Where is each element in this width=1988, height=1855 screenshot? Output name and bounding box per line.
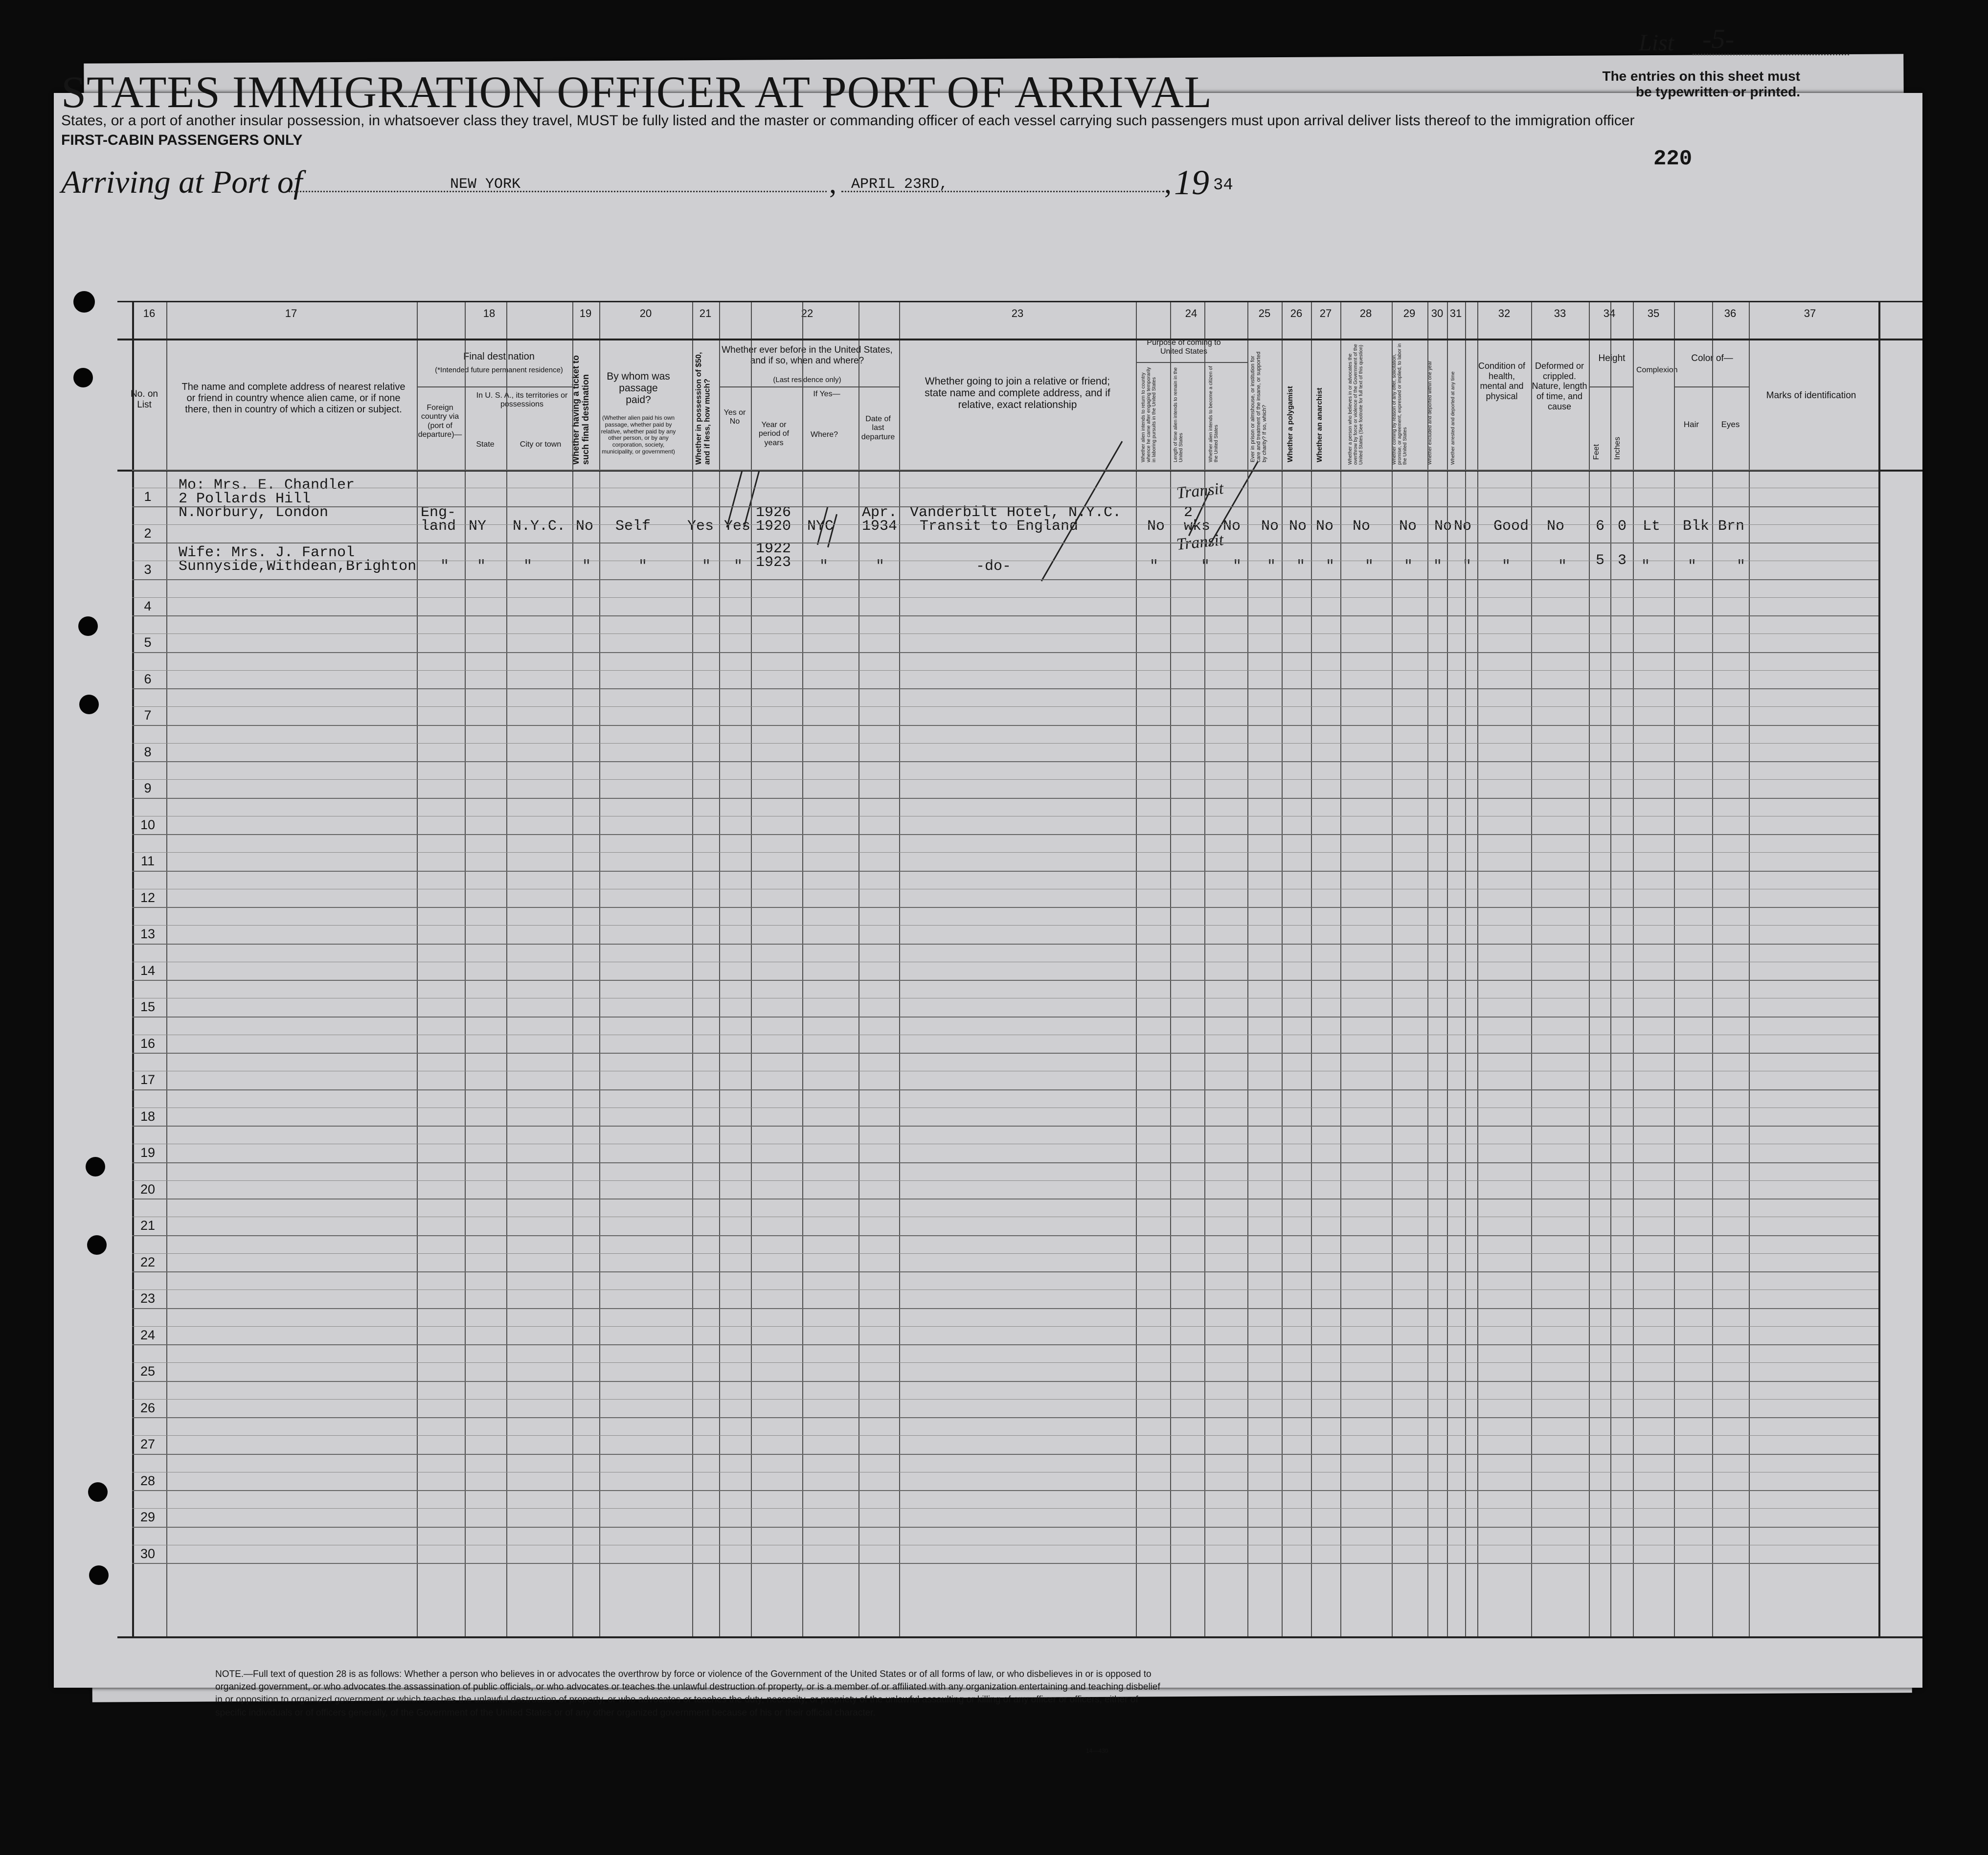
row-line — [132, 615, 1878, 616]
row-number: 14 — [140, 963, 156, 978]
row-line — [132, 1490, 1878, 1491]
list-number: -5- — [1702, 24, 1735, 54]
row-line — [132, 1180, 1878, 1181]
comma: , — [829, 167, 836, 199]
column-divider — [1674, 301, 1675, 1636]
year-suffix: 34 — [1213, 176, 1233, 195]
row-line — [132, 907, 1878, 908]
row1-citizen: No — [1223, 518, 1241, 535]
column-divider — [1392, 301, 1393, 1636]
row-line — [132, 852, 1878, 853]
column-divider — [1477, 301, 1478, 1636]
row-line — [132, 1454, 1878, 1455]
column-divider — [1531, 301, 1532, 1636]
row-line — [132, 779, 1878, 780]
page-title: STATES IMMIGRATION OFFICER AT PORT OF ARRIVAL — [61, 67, 1212, 117]
row1-paid-by: Self — [615, 518, 651, 535]
col36-eyes-header: Eyes — [1721, 420, 1740, 429]
row-line — [132, 1381, 1878, 1382]
punch-hole — [79, 695, 99, 714]
row1-years-line2: 1920 — [756, 518, 791, 535]
row-line — [132, 652, 1878, 653]
row1-joining-line1: Vanderbilt Hotel, N.Y.C. — [910, 504, 1122, 521]
column-divider — [1340, 301, 1341, 1636]
row-line — [132, 1399, 1878, 1400]
col22-ifyes: If Yes— — [813, 390, 840, 398]
row-number: 25 — [140, 1364, 156, 1379]
punch-hole — [78, 616, 98, 636]
row-number: 20 — [140, 1181, 156, 1197]
row-number: 24 — [140, 1327, 156, 1342]
row2-inches: 3 — [1618, 552, 1627, 569]
column-number: 25 — [1258, 307, 1271, 319]
row-line — [132, 1563, 1878, 1564]
col37-header: Marks of identification — [1766, 390, 1856, 401]
row-line — [132, 1289, 1878, 1290]
row-line — [132, 1527, 1878, 1528]
row-line — [132, 506, 1878, 507]
row-number: 10 — [140, 817, 156, 832]
row2-years-line1: 1922 — [756, 541, 791, 557]
row-line — [132, 871, 1878, 872]
row-line — [132, 1235, 1878, 1236]
row-number: 11 — [140, 854, 155, 868]
row1-transit-handwriting: Transit — [1175, 479, 1225, 502]
ditto-mark: " — [1201, 558, 1210, 575]
col18-header: Final destination — [463, 351, 535, 362]
col22-yesno-header: Yes or No — [723, 408, 746, 426]
column-number: 36 — [1724, 307, 1737, 319]
ditto-mark: " — [1558, 558, 1567, 575]
column-number: 37 — [1804, 307, 1816, 319]
port-underline — [289, 191, 827, 192]
column-divider — [802, 301, 803, 1636]
column-divider — [1311, 301, 1312, 1636]
row1-q31: No — [1454, 518, 1472, 535]
col26-header: Whether a polygamist — [1286, 386, 1294, 462]
col20-header: By whom was passage paid? — [607, 371, 670, 406]
col22-period-header: Year or period of years — [758, 421, 790, 447]
row-line — [132, 980, 1878, 981]
row-number: 30 — [140, 1546, 156, 1561]
column-divider — [1136, 301, 1137, 1636]
column-divider — [1878, 301, 1880, 1636]
row-line — [132, 688, 1878, 689]
ditto-mark: " — [1326, 558, 1335, 575]
row-line — [132, 743, 1878, 744]
year-prefix: 19 — [1174, 163, 1209, 202]
col34-header: Height — [1598, 353, 1626, 363]
column-divider — [1633, 301, 1634, 1636]
row-line — [132, 798, 1878, 799]
row2-years-line2: 1923 — [756, 554, 791, 571]
row1-polygamist: No — [1289, 518, 1307, 535]
column-divider — [1589, 301, 1590, 1636]
row-line — [132, 706, 1878, 707]
row1-state: NY — [469, 518, 487, 535]
column-divider — [692, 301, 693, 1636]
column-divider — [572, 301, 573, 1636]
punch-hole — [73, 291, 95, 313]
column-number: 28 — [1359, 307, 1372, 319]
row-line — [132, 1053, 1878, 1054]
column-number: 32 — [1498, 307, 1511, 319]
column-divider — [899, 301, 900, 1636]
row-line — [132, 725, 1878, 726]
column-number: 16 — [143, 307, 156, 319]
row-line — [132, 1326, 1878, 1327]
row1-feet: 6 — [1596, 518, 1605, 535]
col31-header: Whether arrested and deported at any time — [1450, 371, 1456, 465]
col23-header: Whether going to join a relative or friend; state name and complete address, and if relative, exact relationship — [925, 376, 1110, 411]
column-number: 19 — [579, 307, 592, 319]
ditto-mark: " — [523, 558, 533, 575]
ditto-mark: " — [1365, 558, 1374, 575]
row-number: 5 — [144, 635, 152, 650]
row1-where: NYC — [807, 518, 834, 535]
column-number: 35 — [1647, 307, 1660, 319]
row-number: 17 — [140, 1072, 156, 1087]
column-number: 22 — [801, 307, 813, 319]
row1-city: N.Y.C. — [513, 518, 566, 535]
column-divider — [1447, 301, 1448, 1636]
col29-header: Whether coming by reason of any offer, solicitation, promise, or agreement, expressed or implied, to labor in the United States — [1392, 343, 1408, 465]
row-line — [132, 670, 1878, 671]
row-number: 3 — [144, 562, 152, 577]
row-line — [132, 1508, 1878, 1509]
ditto-mark: " — [1463, 558, 1472, 575]
row1-foreign-line1: Eng- — [421, 504, 456, 521]
column-number: 18 — [483, 307, 496, 319]
row-number: 23 — [140, 1291, 156, 1306]
subheader-line — [1589, 386, 1633, 387]
row-line — [132, 1308, 1878, 1309]
ditto-mark: " — [440, 558, 450, 575]
column-number: 33 — [1554, 307, 1566, 319]
ditto-mark: " — [1404, 558, 1413, 575]
col30-header: Whether excluded and deported within one year — [1427, 361, 1433, 465]
col25-header: Ever in prison or almshouse, or institution for care and treatment of the insane, or supported by charity? If so, which? — [1250, 351, 1268, 462]
row-line — [132, 470, 1878, 471]
col24a-header: Whether alien intends to return to country whence he came after engaging temporarily in laboring pursuits in the United States — [1141, 367, 1157, 462]
row1-return: No — [1147, 518, 1165, 535]
col21-header: Whether in possession of $50, and if less, how much? — [695, 352, 712, 465]
footnote-q28: NOTE.—Full text of question 28 is as follows: Whether a person who believes in or advocates the overthrow by force or violence of the Government of the United States or of all forms of law, or who disbelieves in or is opposed to organized government, or who advocates the assassination of public officials, or who advocates or teaches the unlawful destruction of property, or is a member of or affiliated with any organization entertaining and teaching disbelief in or opposition to organized government or which teaches the unlawful destruction of property, or who advocates or teaches the duty, necessity, or propriety of the unlawful assaulting or killing of any officer or officers, either of specific individuals or of officers generally, of the Government of the United States or of any other organized government because of his or their official character. — [215, 1669, 1160, 1718]
column-number: 29 — [1403, 307, 1416, 319]
row1-q30: No — [1434, 518, 1452, 535]
form-number: 14—430 — [1086, 1747, 1108, 1754]
row1-relative-line1: Mo: Mrs. E. Chandler — [179, 477, 355, 494]
row2-relative-line2: Sunnyside,Withdean,Brighton — [179, 558, 417, 575]
ditto-mark: " — [702, 558, 711, 575]
row-line — [132, 944, 1878, 945]
column-divider — [1247, 301, 1248, 1636]
port-value: NEW YORK — [450, 176, 521, 193]
row-number: 1 — [144, 489, 152, 504]
row-number: 18 — [140, 1108, 156, 1124]
col36-hair-header: Hair — [1683, 420, 1699, 429]
row-number: 15 — [140, 999, 156, 1014]
instruction-text: States, or a port of another insular possession, in whatsoever class they travel, MUST be fully listed and the master or commanding officer of each vessel carrying such passengers must upon arrival deliver lists thereof to the immigration officer — [61, 113, 1635, 129]
ditto-mark: " — [734, 558, 743, 575]
column-divider — [1465, 301, 1466, 1636]
column-divider — [751, 301, 752, 1636]
row-number: 9 — [144, 781, 152, 795]
col24b-header: Length of time alien intends to remain in the United States — [1173, 367, 1184, 462]
row1-q29: No — [1399, 518, 1417, 535]
column-number: 31 — [1449, 307, 1462, 319]
row-line — [132, 524, 1878, 525]
row1-before: Yes — [724, 518, 751, 535]
row-number: 26 — [140, 1400, 156, 1415]
column-number: 27 — [1319, 307, 1332, 319]
ditto-mark: " — [582, 558, 591, 575]
row2-relative-line1: Wife: Mrs. J. Farnol — [179, 544, 355, 561]
ditto-mark: " — [1641, 558, 1650, 575]
column-divider — [858, 301, 859, 1636]
row1-inches: 0 — [1618, 518, 1627, 535]
row-number: 4 — [144, 598, 152, 613]
row1-length-line1: 2 — [1184, 504, 1193, 521]
row1-length-line2: wks — [1184, 518, 1211, 535]
ditto-mark: " — [1737, 558, 1746, 575]
comma: , — [1164, 167, 1172, 199]
row2-joining: -do- — [976, 558, 1012, 575]
row1-lastdep-line2: 1934 — [862, 518, 898, 535]
row-line — [132, 1362, 1878, 1363]
row1-q28: No — [1353, 518, 1371, 535]
row-line — [132, 1126, 1878, 1127]
column-divider — [132, 301, 134, 1636]
col18-note: (*Intended future permanent residence) — [435, 366, 563, 374]
column-number: 26 — [1290, 307, 1303, 319]
column-number: 20 — [639, 307, 652, 319]
col22-date-header: Date of last departure — [861, 415, 895, 441]
column-divider — [1712, 301, 1713, 1636]
col19-header: Whether having a ticket to such final destination — [571, 355, 590, 465]
col27-header: Whether an anarchist — [1315, 387, 1324, 462]
row-number: 19 — [140, 1145, 156, 1160]
row2-transit-handwriting: Transit — [1175, 531, 1225, 554]
row-line — [132, 1253, 1878, 1254]
row-number: 13 — [140, 927, 156, 941]
row1-hair: Blk — [1683, 518, 1710, 535]
column-divider — [465, 301, 466, 1636]
ditto-mark: " — [638, 558, 648, 575]
row-number: 16 — [140, 1036, 156, 1051]
column-divider — [599, 301, 600, 1636]
row-number: 12 — [140, 890, 156, 905]
column-divider — [1427, 301, 1428, 1636]
column-number: 23 — [1011, 307, 1024, 319]
ditto-mark: " — [819, 558, 829, 575]
ditto-mark: " — [1433, 558, 1443, 575]
ditto-mark: " — [477, 558, 486, 575]
column-number: 21 — [699, 307, 712, 319]
row1-money: Yes — [687, 518, 714, 535]
column-divider — [1610, 301, 1611, 1636]
col18-state-header: State — [476, 440, 495, 449]
ditto-mark: " — [1267, 558, 1276, 575]
row1-complexion: Lt — [1643, 518, 1661, 535]
col18-city-header: City or town — [520, 440, 562, 449]
row-number: 7 — [144, 708, 152, 723]
row-number: 2 — [144, 525, 152, 541]
column-divider — [1749, 301, 1750, 1636]
grid-bottom-line — [117, 1636, 1922, 1638]
column-divider — [166, 301, 167, 1636]
col16-header: No. on List — [131, 389, 158, 410]
col17-header: The name and complete address of nearest relative or friend in country whence alien came, or if none there, then in country of which a citizen or subject. — [181, 382, 406, 415]
col34-inches-header: Inches — [1613, 436, 1622, 460]
manifest-sheet — [54, 93, 1922, 1688]
ditto-mark: " — [1296, 558, 1306, 575]
row-line — [132, 1089, 1878, 1090]
column-divider — [506, 301, 507, 1636]
row1-deformed: No — [1547, 518, 1565, 535]
row-line — [132, 925, 1878, 926]
col22-note: (Last residence only) — [773, 376, 841, 384]
column-divider — [719, 301, 720, 1636]
column-divider — [1170, 301, 1171, 1636]
row1-joining-line2: Transit to England — [920, 518, 1079, 535]
list-label: List — [1639, 30, 1674, 56]
row-line — [132, 1344, 1878, 1345]
column-divider — [417, 301, 418, 1636]
row1-prison: No — [1261, 518, 1279, 535]
row-line — [132, 761, 1878, 762]
row-number: 21 — [140, 1218, 156, 1233]
row-number: 27 — [140, 1437, 156, 1451]
subheader-line — [1674, 386, 1749, 387]
col32-header: Condition of health, mental and physical — [1478, 361, 1526, 402]
column-divider — [1282, 301, 1283, 1636]
column-divider — [1204, 301, 1205, 1636]
row-line — [132, 1017, 1878, 1018]
col18-foreign-header: Foreign country via (port of departure)— — [418, 404, 462, 439]
ditto-mark: " — [876, 558, 885, 575]
row1-anarchist: No — [1316, 518, 1334, 535]
punch-hole — [87, 1235, 107, 1255]
row1-health: Good — [1493, 518, 1529, 535]
row-number: 28 — [140, 1473, 156, 1488]
ditto-mark: " — [1502, 558, 1511, 575]
row-number: 22 — [140, 1254, 156, 1269]
col36-header: Color of— — [1691, 353, 1733, 363]
row-line — [132, 1435, 1878, 1436]
punch-hole — [89, 1565, 109, 1585]
ditto-mark: " — [1688, 558, 1697, 575]
col34-feet-header: Feet — [1592, 444, 1601, 460]
column-number: 24 — [1185, 307, 1197, 319]
subheader-line — [719, 386, 899, 387]
typewritten-note: The entries on this sheet must be typewritten or printed. — [1602, 68, 1800, 99]
arriving-label: Arriving at Port of — [61, 164, 303, 200]
col35-header: Complexion — [1636, 366, 1678, 374]
row-line — [132, 633, 1878, 634]
subheader-line — [1136, 362, 1247, 363]
list-underline — [1693, 54, 1849, 55]
row-line — [132, 1271, 1878, 1272]
row1-relative-line2: 2 Pollards Hill — [179, 491, 311, 507]
date-value: APRIL 23RD, — [851, 176, 949, 193]
header-top-line — [117, 339, 1922, 340]
col20-note: (Whether alien paid his own passage, whether paid by relative, whether paid by any other person, or by any corporation, society, municipality, or government) — [601, 414, 676, 455]
column-number: 34 — [1603, 307, 1616, 319]
row1-ticket: No — [576, 518, 594, 535]
row2-feet: 5 — [1596, 552, 1605, 569]
row1-lastdep-line1: Apr. — [862, 504, 898, 521]
row-number: 6 — [144, 671, 152, 686]
punch-hole — [88, 1482, 108, 1502]
punch-hole — [73, 368, 93, 387]
col28-header: Whether a person who believes in or advocates the overthrow by force or violence of the Government of the United States (See footnote for full text of this question) — [1348, 344, 1364, 465]
class-label: FIRST-CABIN PASSENGERS ONLY — [61, 132, 303, 148]
col33-header: Deformed or crippled. Nature, length of time, and cause — [1532, 361, 1587, 411]
ditto-mark: " — [1233, 558, 1242, 575]
col22-where-header: Where? — [810, 430, 838, 439]
row1-years-line1: 1926 — [756, 504, 791, 521]
row1-foreign-line2: land — [421, 518, 456, 535]
row-number: 29 — [140, 1510, 156, 1524]
row-line — [132, 834, 1878, 835]
row1-eyes: Brn — [1718, 518, 1745, 535]
column-number: 30 — [1431, 307, 1444, 319]
row1-relative-line3: N.Norbury, London — [179, 504, 329, 521]
row-line — [132, 1417, 1878, 1418]
subheader-line — [417, 386, 572, 387]
row-line — [132, 579, 1878, 580]
col22-header: Whether ever before in the United States, and if so, when and where? — [722, 345, 893, 366]
punch-hole — [86, 1157, 105, 1176]
col24c-header: Whether alien intends to become a citizen of the United States — [1208, 366, 1219, 462]
column-number: 17 — [285, 307, 297, 319]
grid-top-line — [117, 301, 1922, 302]
row-number: 8 — [144, 744, 152, 759]
col18-usa-header: In U. S. A., its territories or possessions — [476, 391, 568, 409]
ditto-mark: " — [1150, 558, 1159, 575]
col24-header: Purpose of coming to United States — [1147, 339, 1221, 356]
sheet-number: 220 — [1653, 147, 1693, 171]
row-line — [132, 597, 1878, 598]
row-line — [132, 1162, 1878, 1163]
